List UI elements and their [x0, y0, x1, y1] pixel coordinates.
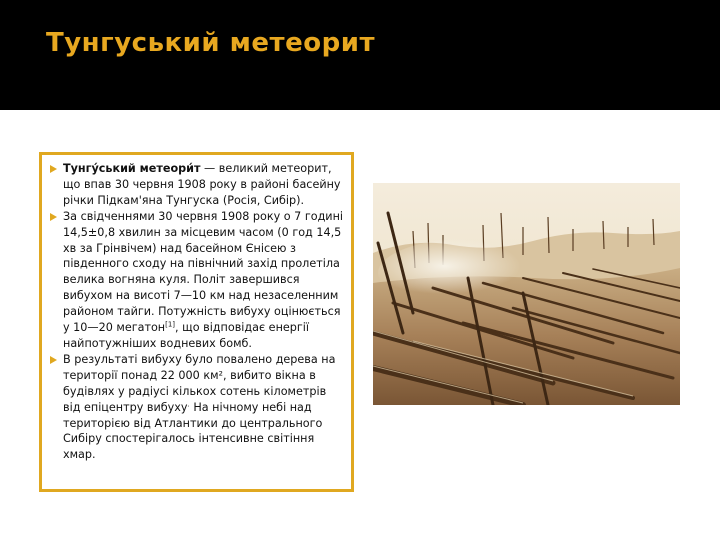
bullet-list — [50, 161, 343, 463]
bullet-text: — великий метеорит, що впав 30 червня 1908 року в районі басейну річки Підкам'яна Тунгуска (Росія, Сибір). — [63, 162, 341, 207]
triangle-bullet-icon — [50, 356, 57, 364]
slide-title: Тунгуський метеорит — [46, 28, 376, 58]
bullet-item — [50, 161, 343, 209]
triangle-bullet-icon — [50, 213, 57, 221]
triangle-bullet-icon — [50, 165, 57, 173]
bullet-text: , що відповідає енергії найпотужніших водневих бомб. — [63, 321, 309, 350]
title-bar — [0, 0, 720, 110]
bullet-term: Тунгу́ський метеори́т — [63, 162, 201, 175]
bullet-item — [50, 352, 343, 463]
fallen-forest-photo — [373, 183, 680, 405]
bullet-text: В результаті вибуху було повалено дерева на території понад 22 000 км², вибито вікна в будівлях у радіусі кількох сотень кілометрів від епіцентру вибуху — [63, 352, 336, 414]
footnote-link[interactable]: . — [187, 399, 190, 408]
footnote-link[interactable]: [1] — [165, 320, 176, 329]
bullet-item — [50, 209, 343, 352]
bullet-text: За свідченнями 30 червня 1908 року о 7 годині 14,5±0,8 хвилин за місцевим часом (0 год 14,5 хв за Грінвічем) над басейном Єнісею з південного сходу на північний захід пролетіла велика вогняна куля. Політ завершився вибухом на висоті 7—10 км над незаселенним районом тайги. Потужність вибуху оцінюється у 10—20 мегатон — [63, 209, 344, 335]
content-box — [39, 152, 354, 492]
bullet-text: На нічному небі над територією від Атлантики до центрального Сибіру спостерігалось інтенсивне світіння хмар. — [63, 400, 323, 462]
